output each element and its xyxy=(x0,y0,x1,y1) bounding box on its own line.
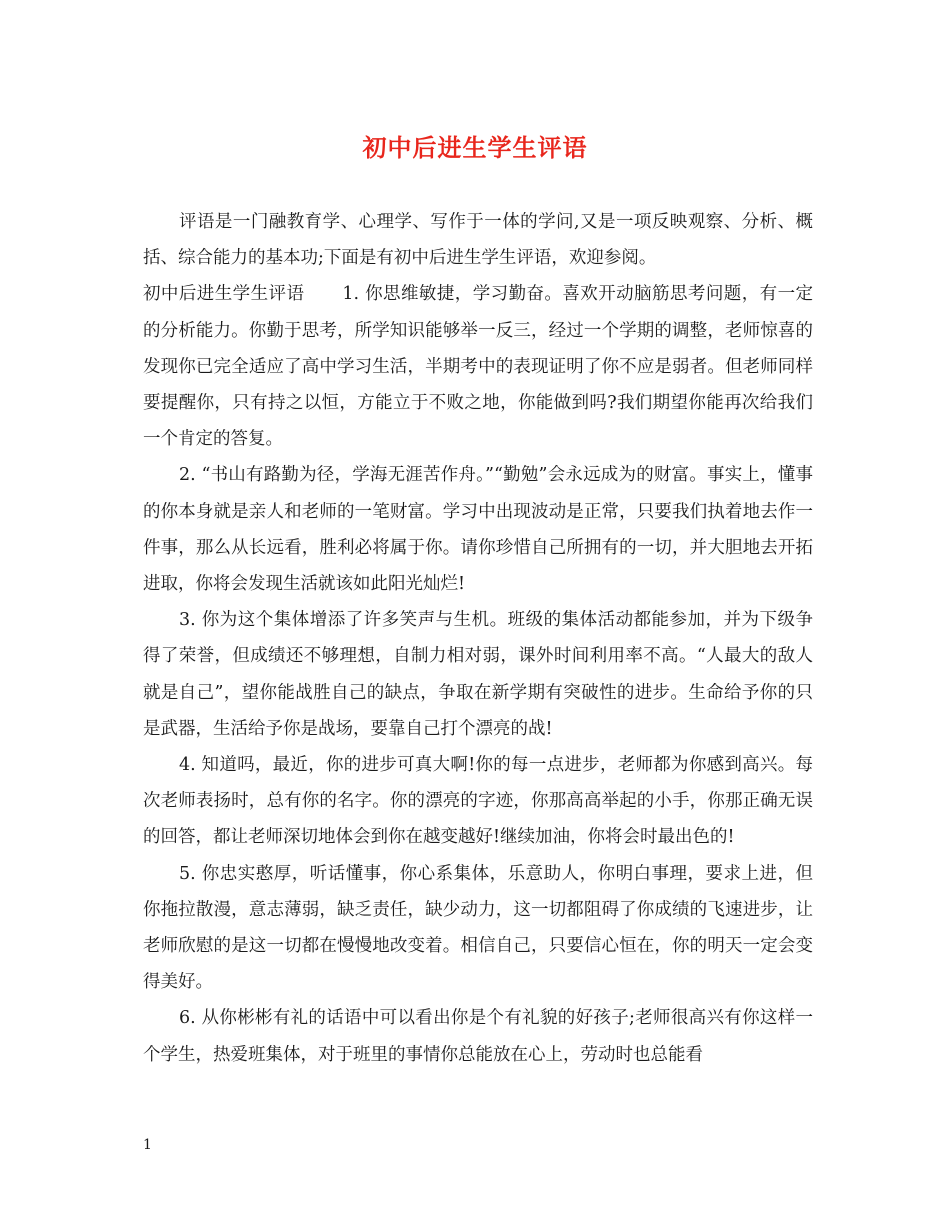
item-paragraph-6: 6. 从你彬彬有礼的话语中可以看出你是个有礼貌的好孩子;老师很高兴有你这样一个学生，热爱班集体，对于班里的事情你总能放在心上，劳动时也总能看 xyxy=(143,1008,813,1065)
section-heading: 初中后进生学生评语 xyxy=(143,284,305,305)
item-paragraph-2: 2. “书山有路勤为径，学海无涯苦作舟。”“勤勉”会永远成为的财富。事实上，懂事的你本身就是亲人和老师的一笔财富。学习中出现波动是正常，只要我们执着地去作一件事，那么从长远看，胜利必将属于你。请你珍惜自己所拥有的一切，并大胆地去开拓进取，你将会发现生活就该如此阳光灿烂! xyxy=(143,465,813,595)
item-text-1: 1. 你思维敏捷，学习勤奋。喜欢开动脑筋思考问题，有一定的分析能力。你勤于思考，所学知识能够举一反三，经过一个学期的调整，老师惊喜的发现你已完全适应了高中学习生活，半期考中的表现证明了你不应是弱者。但老师同样要提醒你，只有持之以恒，方能立于不败之地，你能做到吗?我们期望你能再次给我们一个肯定的答复。 xyxy=(143,284,813,450)
item-paragraph-3: 3. 你为这个集体增添了许多笑声与生机。班级的集体活动都能参加，并为下级争得了荣誉，但成绩还不够理想，自制力相对弱，课外时间利用率不高。“人最大的敌人就是自己”，望你能战胜自己的缺点，争取在新学期有突破性的进步。生命给予你的只是武器，生活给予你是战场，要靠自己打个漂亮的战! xyxy=(143,610,813,739)
intro-paragraph: 评语是一门融教育学、心理学、写作于一体的学问,又是一项反映观察、分析、概括、综合能力的基本功;下面是有初中后进生学生评语，欢迎参阅。 xyxy=(143,212,813,269)
document-body xyxy=(143,204,813,1073)
document-title: 初中后进生学生评语 xyxy=(362,133,588,162)
item-paragraph-1 xyxy=(143,276,813,457)
item-paragraph-5: 5. 你忠实憨厚，听话懂事，你心系集体，乐意助人，你明白事理，要求上进，但你拖拉散漫，意志薄弱，缺乏责任，缺少动力，这一切都阻碍了你成绩的飞速进步，让老师欣慰的是这一切都在慢慢地改变着。相信自己，只要信心恒在，你的明天一定会变得美好。 xyxy=(143,863,813,993)
page-number: 1 xyxy=(143,1137,152,1153)
item-paragraph-4: 4. 知道吗，最近，你的进步可真大啊!你的每一点进步，老师都为你感到高兴。每次老师表扬时，总有你的名字。你的漂亮的字迹，你那高高举起的小手，你那正确无误的回答，都让老师深切地体会到你在越变越好!继续加油，你将会时最出色的! xyxy=(143,755,813,848)
